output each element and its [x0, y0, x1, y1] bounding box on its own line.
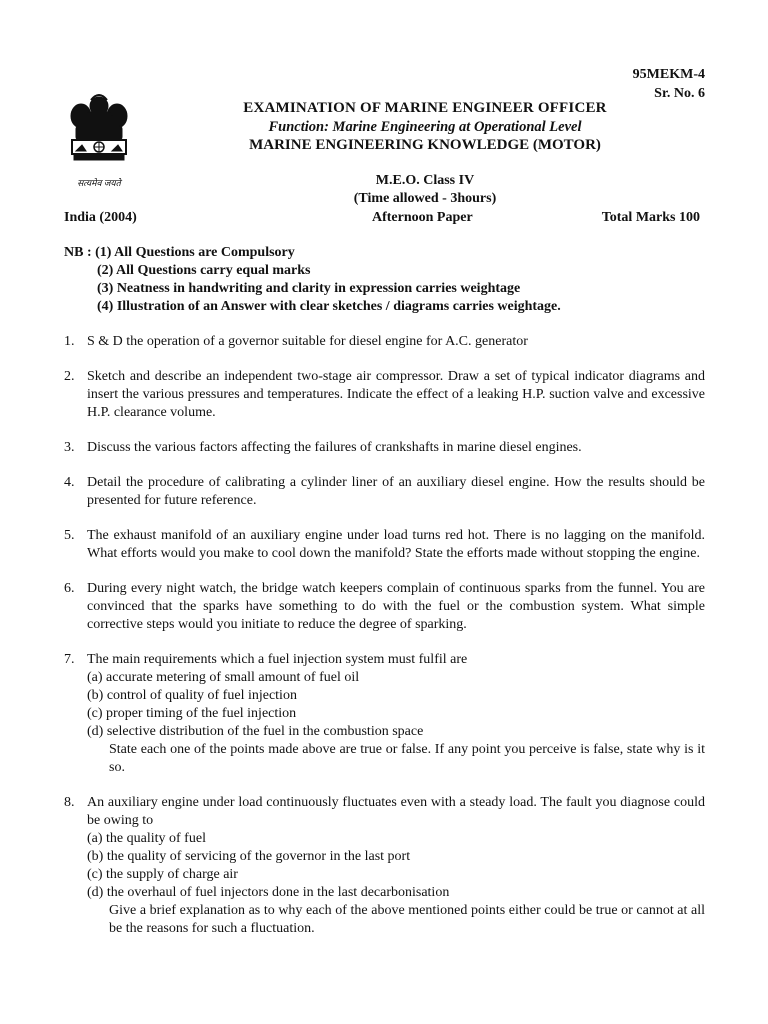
question-6	[64, 580, 705, 634]
option-item: (b) control of quality of fuel injection	[87, 688, 297, 703]
question-1	[64, 333, 705, 351]
option-item: (b) the quality of servicing of the governor in the last port	[87, 849, 411, 864]
question-number: 6.	[64, 581, 75, 596]
instruction-item: (4) Illustration of an Answer with clear sketches / diagrams carries weightage.	[97, 299, 561, 314]
paper-code: 95MEKM-4	[632, 67, 705, 82]
question-follow-up: Give a brief explanation as to why each of the above mentioned points either could be true or cannot at all be the reasons for such a fluctuation.	[109, 903, 705, 936]
question-number: 7.	[64, 652, 75, 667]
option-list	[87, 830, 705, 902]
paper-info-row	[64, 210, 704, 230]
serial-number: Sr. No. 6	[654, 86, 705, 101]
question-5	[64, 527, 705, 563]
question-follow-up: State each one of the points made above are true or false. If any point you perceive is false, state why is it so.	[109, 742, 705, 775]
option-item: (d) the overhaul of fuel injectors done in the last decarbonisation	[87, 885, 450, 900]
time-allowed: (Time allowed - 3hours)	[353, 191, 497, 206]
question-8	[64, 794, 705, 938]
instruction-item: (1) All Questions are Compulsory	[95, 245, 295, 260]
emblem-motto: सत्यमेव जयते	[77, 178, 121, 188]
country-year: India (2004)	[64, 210, 137, 225]
instructions	[64, 244, 704, 316]
question-number: 5.	[64, 528, 75, 543]
instruction-item: (2) All Questions carry equal marks	[97, 263, 311, 278]
question-text: Discuss the various factors affecting the failures of crankshafts in marine diesel engines.	[87, 440, 582, 455]
option-item: (a) accurate metering of small amount of fuel oil	[87, 670, 360, 685]
option-item: (a) the quality of fuel	[87, 831, 206, 846]
option-item: (c) the supply of charge air	[87, 867, 238, 882]
exam-class: M.E.O. Class IV	[375, 173, 475, 188]
question-number: 4.	[64, 475, 75, 490]
question-text: During every night watch, the bridge watch keepers complain of continuous sparks from the funnel. You are convinced that the sparks have something to do with the fuel or the combustion system. What simple corrective steps would you initiate to reduce the degree of sparking.	[87, 581, 705, 632]
question-3	[64, 439, 705, 457]
option-item: (c) proper timing of the fuel injection	[87, 706, 297, 721]
question-7	[64, 651, 705, 777]
option-item: (d) selective distribution of the fuel in the combustion space	[87, 724, 424, 739]
question-text: Detail the procedure of calibrating a cylinder liner of an auxiliary diesel engine. How the results should be presented for future reference.	[87, 475, 705, 508]
instruction-item: (3) Neatness in handwriting and clarity in expression carries weightage	[97, 281, 521, 296]
question-text: The main requirements which a fuel injection system must fulfil are	[87, 652, 468, 667]
question-text: An auxiliary engine under load continuously fluctuates even with a steady load. The fault you diagnose could be owing to	[87, 795, 705, 828]
question-number: 2.	[64, 369, 75, 384]
question-2	[64, 368, 705, 422]
question-number: 1.	[64, 334, 75, 349]
question-text: S & D the operation of a governor suitable for diesel engine for A.C. generator	[87, 334, 528, 349]
total-marks: Total Marks 100	[601, 210, 700, 225]
question-4	[64, 474, 705, 510]
exam-function: Function: Marine Engineering at Operational Level	[268, 119, 582, 135]
question-number: 3.	[64, 440, 75, 455]
instruction-line	[64, 244, 704, 262]
exam-subject: MARINE ENGINEERING KNOWLEDGE (MOTOR)	[249, 137, 601, 153]
question-text: The exhaust manifold of an auxiliary engine under load turns red hot. There is no lagging on the manifold. What efforts would you make to cool down the manifold? State the efforts made without stopping the engine.	[87, 528, 705, 561]
question-number: 8.	[64, 795, 75, 810]
question-text: Sketch and describe an independent two-stage air compressor. Draw a set of typical indicator diagrams and insert the various pressures and temperatures. Indicate the effect of a leaking H.P. suction valve and excessive H.P. clearance volume.	[87, 369, 705, 420]
question-list	[64, 333, 705, 955]
paper-session: Afternoon Paper	[372, 210, 473, 225]
exam-title: EXAMINATION OF MARINE ENGINEER OFFICER	[243, 100, 607, 116]
nb-prefix: NB :	[64, 245, 96, 260]
option-list	[87, 669, 705, 741]
